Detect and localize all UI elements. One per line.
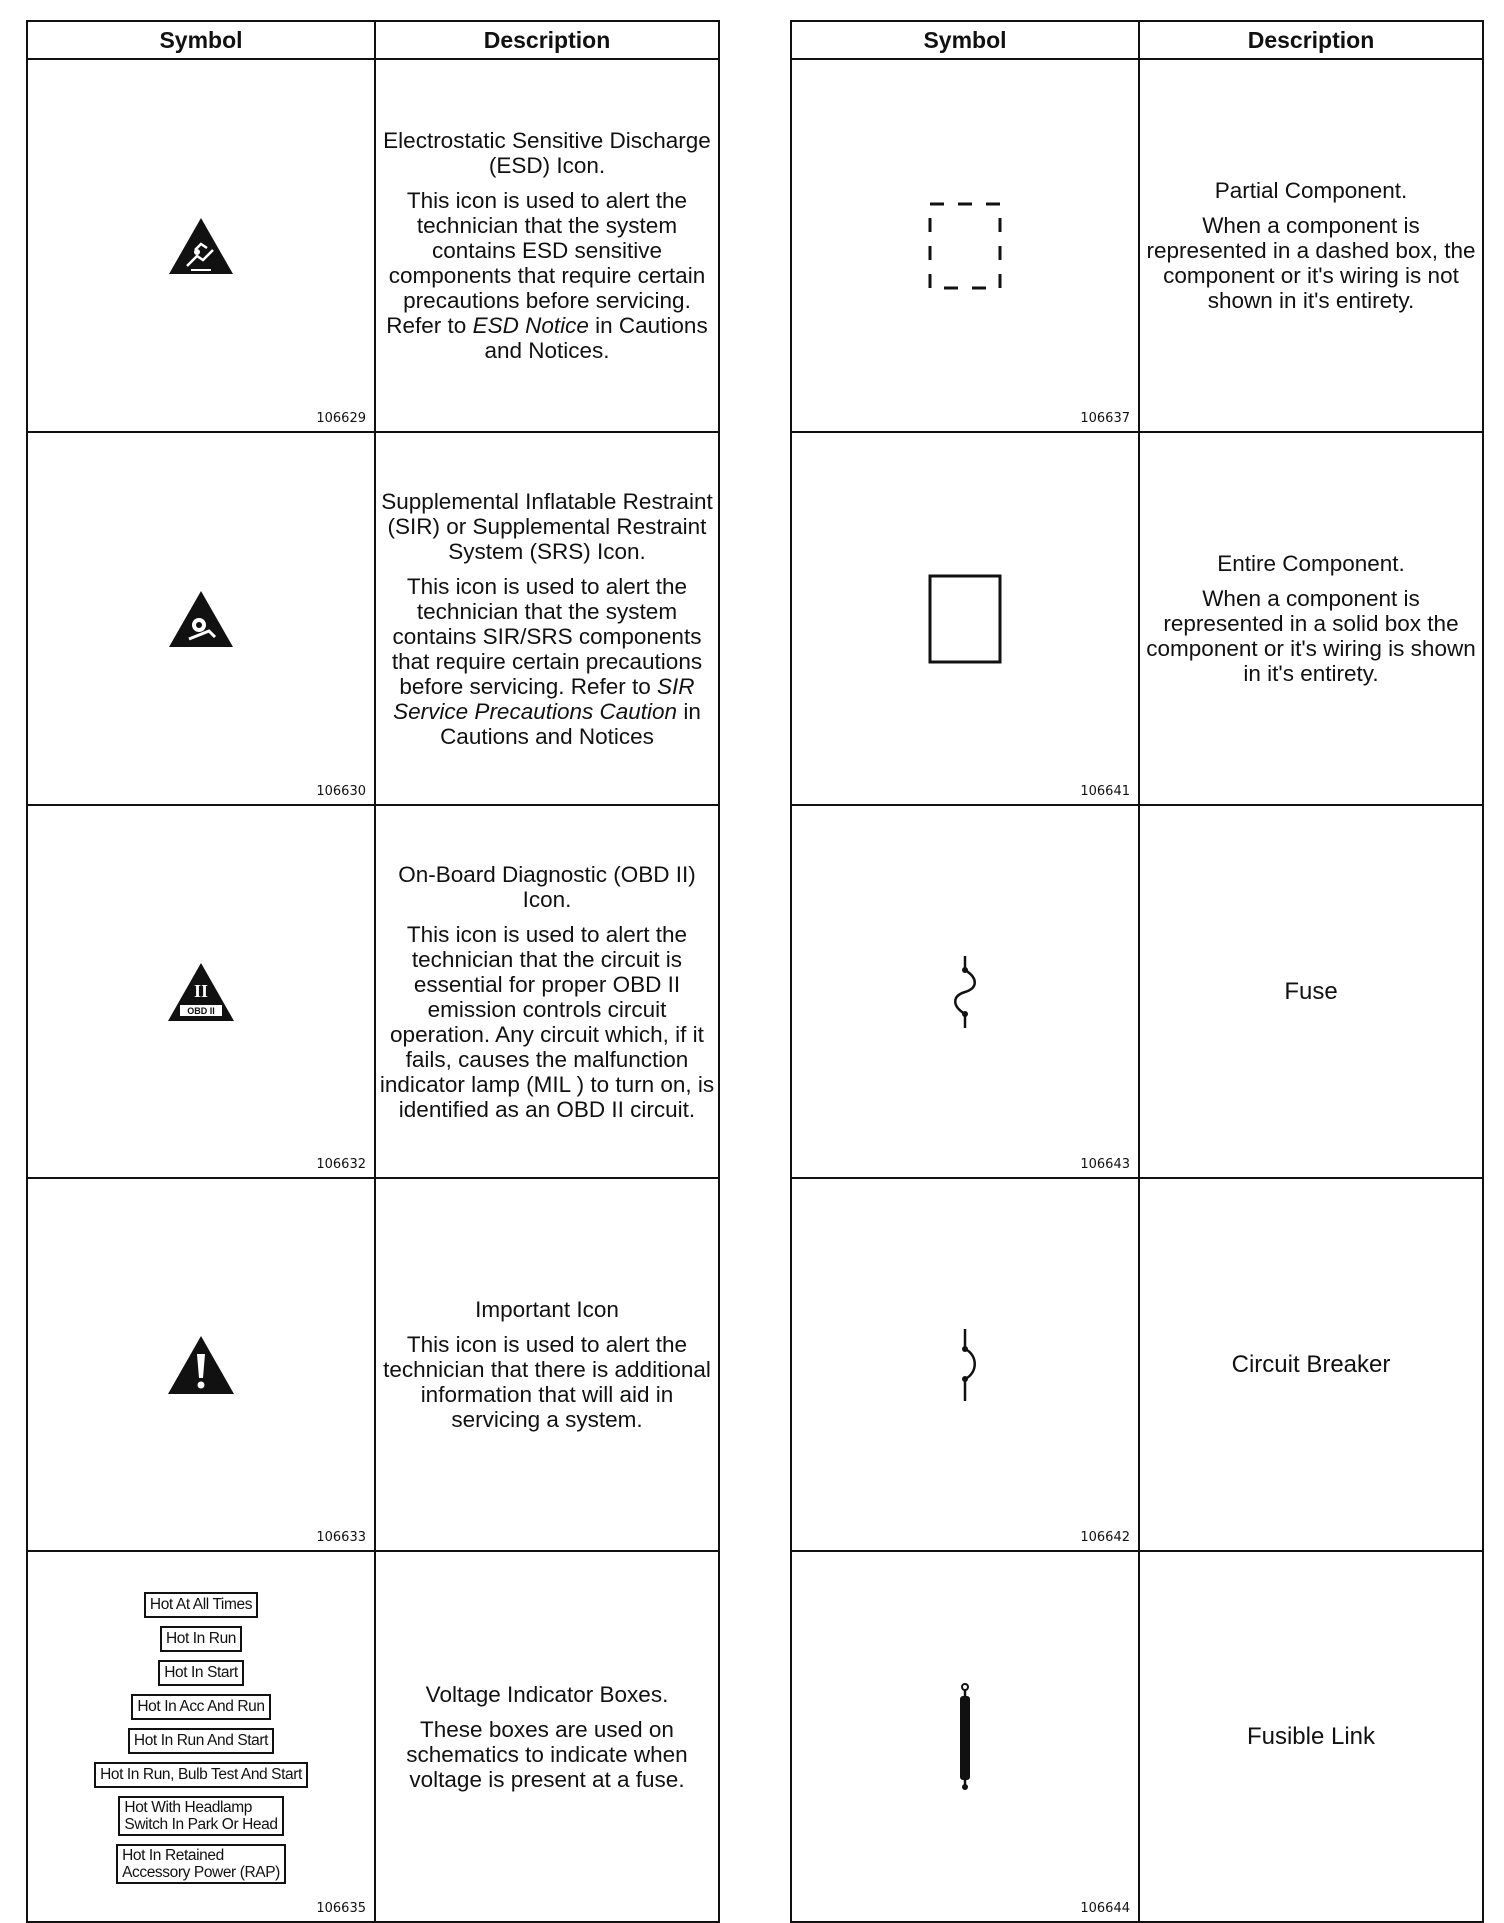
voltage-boxes-body: These boxes are used on schematics to indicate when voltage is present at a fuse. [406, 1716, 688, 1792]
symbol-column-header: Symbol [791, 21, 1139, 59]
entire-component-symbol-cell [791, 432, 1139, 805]
right-symbol-table [790, 20, 1484, 1923]
figure-number: 106635 [316, 1901, 366, 1916]
solid-box-icon [927, 573, 1003, 665]
fusible-link-icon [950, 1682, 980, 1792]
sir-body: This icon is used to alert the technician that the system contains SIR/SRS components that require certain precautions before servicing. Refer to SIR Service Precautions Caution in Cautions and Notices [391, 573, 703, 749]
voltage-boxes-symbol-cell [27, 1551, 375, 1922]
description-column-header: Description [375, 21, 719, 59]
svg-text:OBD II: OBD II [187, 1005, 215, 1016]
voltage-boxes-description [375, 1551, 719, 1922]
figure-number: 106641 [1080, 784, 1130, 799]
figure-number: 106644 [1080, 1901, 1130, 1916]
entire-component-description [1139, 432, 1483, 805]
sir-description [375, 432, 719, 805]
voltage-box: Hot In Run [160, 1626, 242, 1652]
obd-description [375, 805, 719, 1178]
partial-component-description [1139, 59, 1483, 432]
voltage-box: Hot In Start [158, 1660, 244, 1686]
symbol-column-header: Symbol [27, 21, 375, 59]
partial-component-symbol-cell [791, 59, 1139, 432]
entire-component-title: Entire Component. [1217, 551, 1405, 576]
fusible-link-title: Fusible Link [1246, 1723, 1376, 1750]
voltage-indicator-boxes [28, 1590, 374, 1884]
figure-number: 106632 [316, 1157, 366, 1172]
circuit-breaker-description [1139, 1178, 1483, 1551]
svg-text:II: II [193, 980, 209, 1001]
fuse-icon [950, 954, 980, 1030]
important-symbol-cell [27, 1178, 375, 1551]
left-symbol-table [26, 20, 720, 1923]
obd-title: On-Board Diagnostic (OBD II) Icon. [398, 861, 696, 912]
important-title: Important Icon [475, 1297, 619, 1322]
esd-body: This icon is used to alert the technician that the system contains ESD sensitive components that require certain precautions before servicing. Refer to ESD Notice in Cautions and Notices. [386, 188, 708, 363]
figure-number: 106643 [1080, 1157, 1130, 1172]
figure-number: 106629 [316, 411, 366, 426]
important-description [375, 1178, 719, 1551]
dashed-box-icon [925, 200, 1005, 292]
figure-number: 106642 [1080, 1530, 1130, 1545]
important-body: This icon is used to alert the technician that there is additional information that will aid in servicing a system. [383, 1332, 711, 1432]
voltage-box: Hot At All Times [144, 1592, 258, 1618]
voltage-box: Hot With Headlamp Switch In Park Or Head [118, 1796, 283, 1836]
esd-title: Electrostatic Sensitive Discharge (ESD) Icon. [383, 128, 711, 178]
voltage-box: Hot In Retained Accessory Power (RAP) [116, 1844, 286, 1884]
fuse-title: Fuse [1284, 978, 1338, 1005]
figure-number: 106630 [316, 784, 366, 799]
figure-number: 106637 [1080, 411, 1130, 426]
figure-number: 106633 [316, 1530, 366, 1545]
esd-symbol-cell [27, 59, 375, 432]
esd-description [375, 59, 719, 432]
sir-title: Supplemental Inflatable Restraint (SIR) or Supplemental Restraint System (SRS) Icon. [381, 488, 713, 564]
fuse-description [1139, 805, 1483, 1178]
voltage-box: Hot In Acc And Run [131, 1694, 270, 1720]
entire-component-body: When a component is represented in a solid box the component or it's wiring is shown in it's entirety. [1146, 586, 1476, 686]
obd-symbol-cell [27, 805, 375, 1178]
obd-ii-icon [166, 961, 236, 1023]
circuit-breaker-symbol-cell [791, 1178, 1139, 1551]
obd-body: This icon is used to alert the technician that the circuit is essential for proper OBD II emission controls circuit operation. Any circuit which, if it fails, causes the malfunction indicator lamp (MIL ) to turn on, is identified as an OBD II circuit. [379, 921, 715, 1122]
voltage-box: Hot In Run And Start [128, 1728, 274, 1754]
fusible-link-description [1139, 1551, 1483, 1922]
sir-srs-icon [167, 589, 235, 649]
partial-component-title: Partial Component. [1214, 178, 1408, 203]
fusible-link-symbol-cell [791, 1551, 1139, 1922]
voltage-box: Hot In Run, Bulb Test And Start [94, 1762, 308, 1788]
esd-icon [167, 216, 235, 276]
important-warning-icon [166, 1334, 236, 1396]
description-column-header: Description [1139, 21, 1483, 59]
circuit-breaker-title: Circuit Breaker [1231, 1351, 1391, 1378]
sir-symbol-cell [27, 432, 375, 805]
voltage-boxes-title: Voltage Indicator Boxes. [425, 1681, 669, 1707]
circuit-breaker-icon [950, 1327, 980, 1403]
partial-component-body: When a component is represented in a dashed box, the component or it's wiring is not shown in it's entirety. [1146, 213, 1476, 313]
fuse-symbol-cell [791, 805, 1139, 1178]
